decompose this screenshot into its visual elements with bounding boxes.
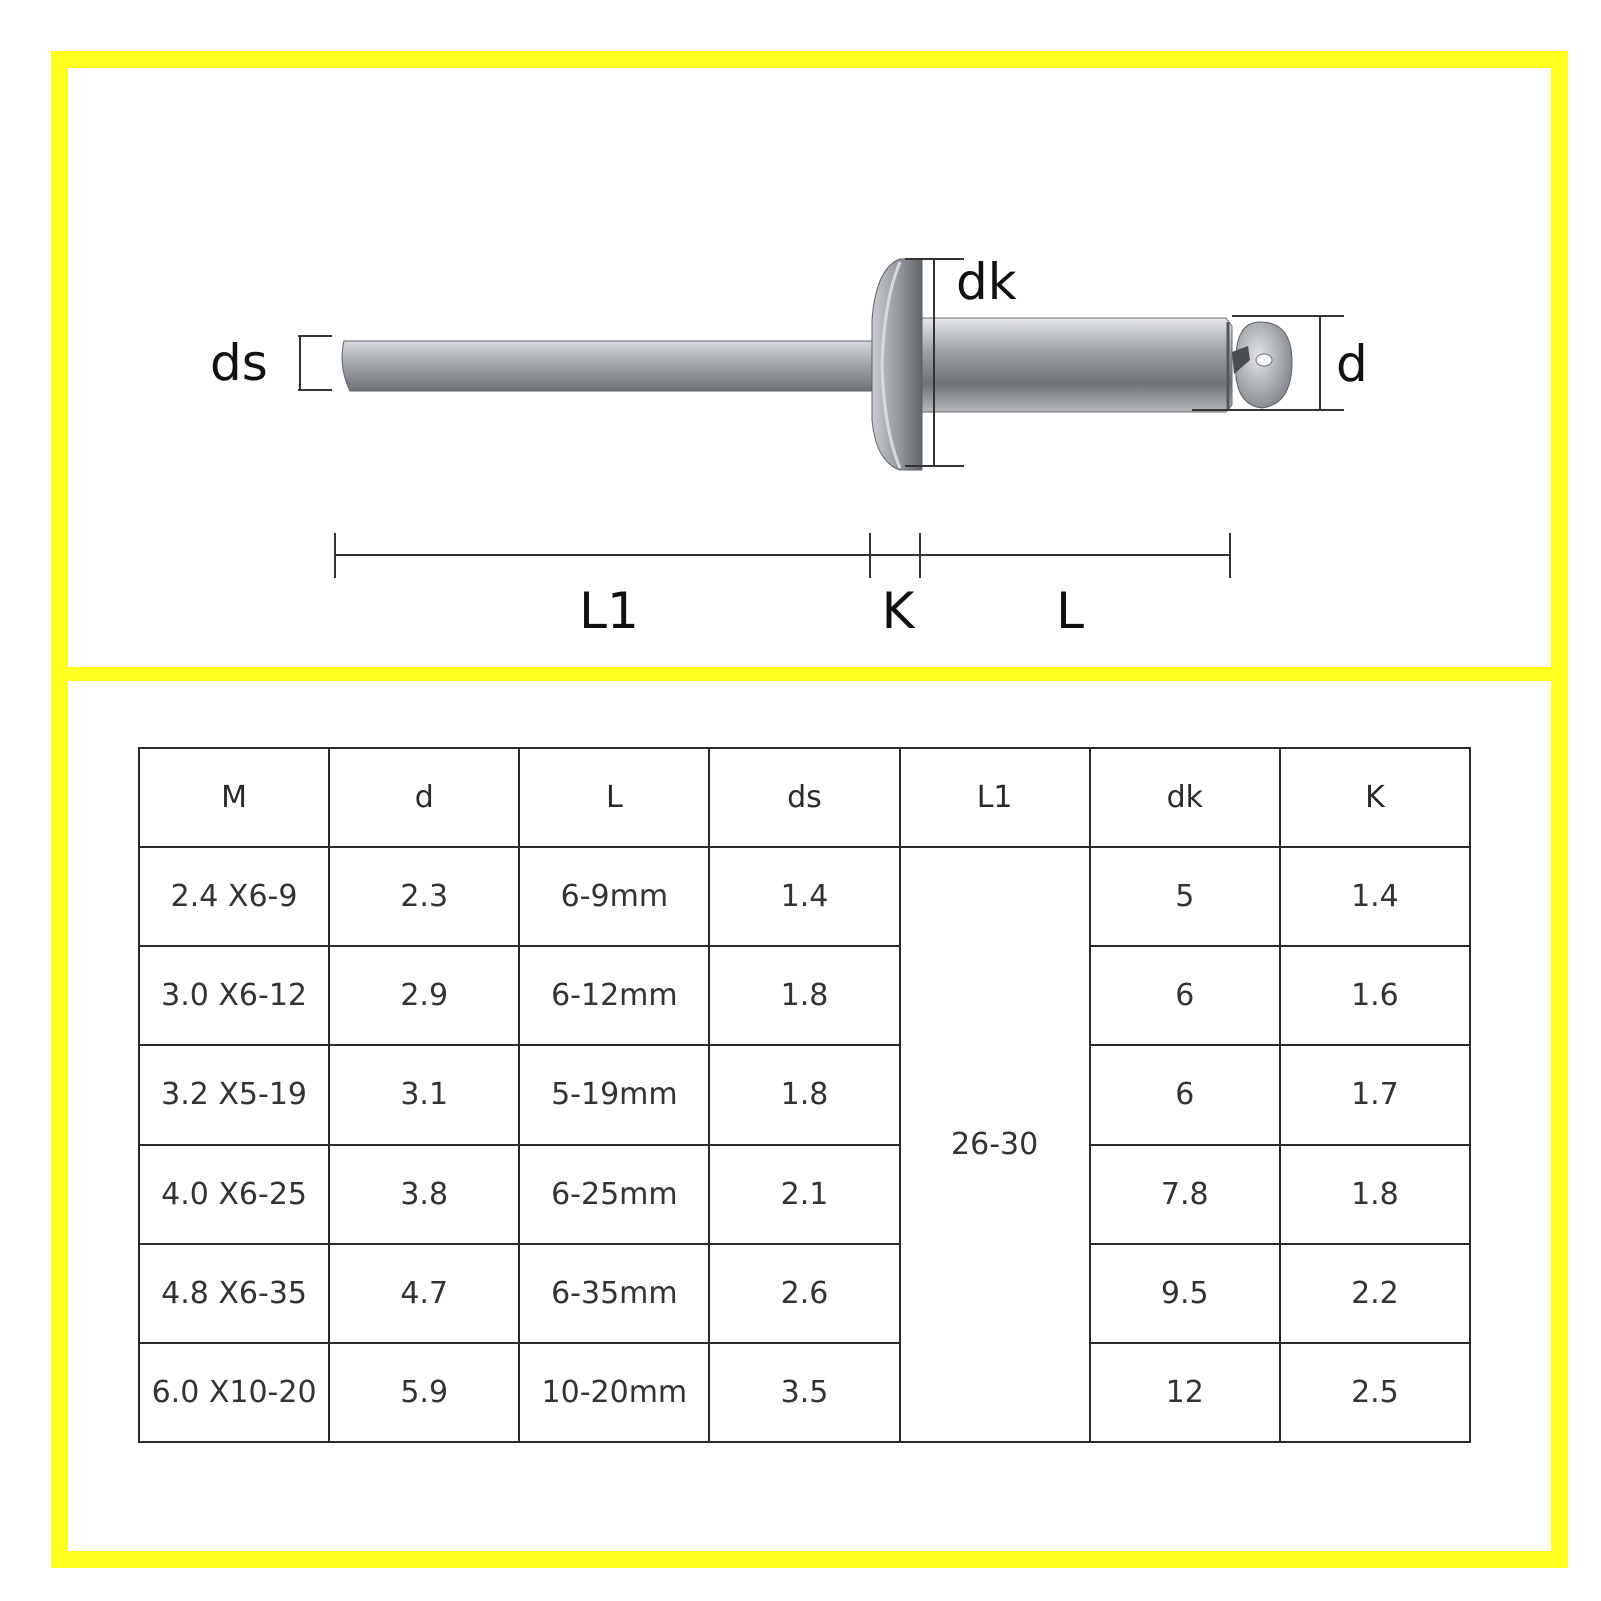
cell-d: 5.9: [329, 1343, 519, 1442]
cell-K: 1.7: [1280, 1045, 1470, 1144]
cell-M: 3.0 X6-12: [139, 946, 329, 1045]
cell-d: 2.3: [329, 847, 519, 946]
cell-L: 6-9mm: [519, 847, 709, 946]
cell-K: 2.2: [1280, 1244, 1470, 1343]
cell-dk: 6: [1090, 1045, 1280, 1144]
header-ds: ds: [709, 748, 899, 847]
L1-label: L1: [579, 582, 639, 640]
cell-d: 3.1: [329, 1045, 519, 1144]
cell-K: 1.6: [1280, 946, 1470, 1045]
cell-M: 4.8 X6-35: [139, 1244, 329, 1343]
rivet-body: [910, 318, 1232, 412]
header-M: M: [139, 748, 329, 847]
cell-L: 6-12mm: [519, 946, 709, 1045]
cell-M: 6.0 X10-20: [139, 1343, 329, 1442]
cell-L1-merged: 26-30: [900, 847, 1090, 1442]
K-label: K: [881, 582, 915, 640]
cell-L: 10-20mm: [519, 1343, 709, 1442]
spec-table: [138, 747, 1471, 1443]
rivet-diagram: [0, 0, 1601, 680]
cell-dk: 12: [1090, 1343, 1280, 1442]
cell-ds: 2.1: [709, 1145, 899, 1244]
cell-K: 1.8: [1280, 1145, 1470, 1244]
cell-L: 5-19mm: [519, 1045, 709, 1144]
header-dk: dk: [1090, 748, 1280, 847]
cell-M: 2.4 X6-9: [139, 847, 329, 946]
cell-d: 2.9: [329, 946, 519, 1045]
cell-K: 1.4: [1280, 847, 1470, 946]
rivet-mandrel: [342, 341, 900, 391]
cell-ds: 1.8: [709, 946, 899, 1045]
cell-M: 4.0 X6-25: [139, 1145, 329, 1244]
cell-dk: 7.8: [1090, 1145, 1280, 1244]
cell-K: 2.5: [1280, 1343, 1470, 1442]
cell-ds: 2.6: [709, 1244, 899, 1343]
cell-dk: 9.5: [1090, 1244, 1280, 1343]
L-label: L: [1056, 582, 1084, 640]
cell-ds: 3.5: [709, 1343, 899, 1442]
cell-ds: 1.8: [709, 1045, 899, 1144]
table-row: [139, 1343, 1470, 1442]
length-dimension: [335, 533, 1230, 578]
d-label: d: [1336, 335, 1368, 393]
table-header-row: [139, 748, 1470, 847]
cell-dk: 5: [1090, 847, 1280, 946]
table-row: [139, 847, 1470, 946]
cell-M: 3.2 X5-19: [139, 1045, 329, 1144]
cell-dk: 6: [1090, 946, 1280, 1045]
cell-L: 6-35mm: [519, 1244, 709, 1343]
cell-d: 3.8: [329, 1145, 519, 1244]
ds-label: ds: [210, 334, 268, 392]
table-row: [139, 1045, 1470, 1144]
table-row: [139, 946, 1470, 1045]
rivet-ball-hole: [1256, 354, 1272, 366]
header-L: L: [519, 748, 709, 847]
header-L1: L1: [900, 748, 1090, 847]
header-d: d: [329, 748, 519, 847]
cell-ds: 1.4: [709, 847, 899, 946]
ds-dimension: [298, 336, 332, 390]
table-row: [139, 1244, 1470, 1343]
cell-d: 4.7: [329, 1244, 519, 1343]
cell-L: 6-25mm: [519, 1145, 709, 1244]
dk-label: dk: [956, 253, 1017, 311]
rivet-head: [872, 259, 922, 470]
header-K: K: [1280, 748, 1470, 847]
table-row: [139, 1145, 1470, 1244]
